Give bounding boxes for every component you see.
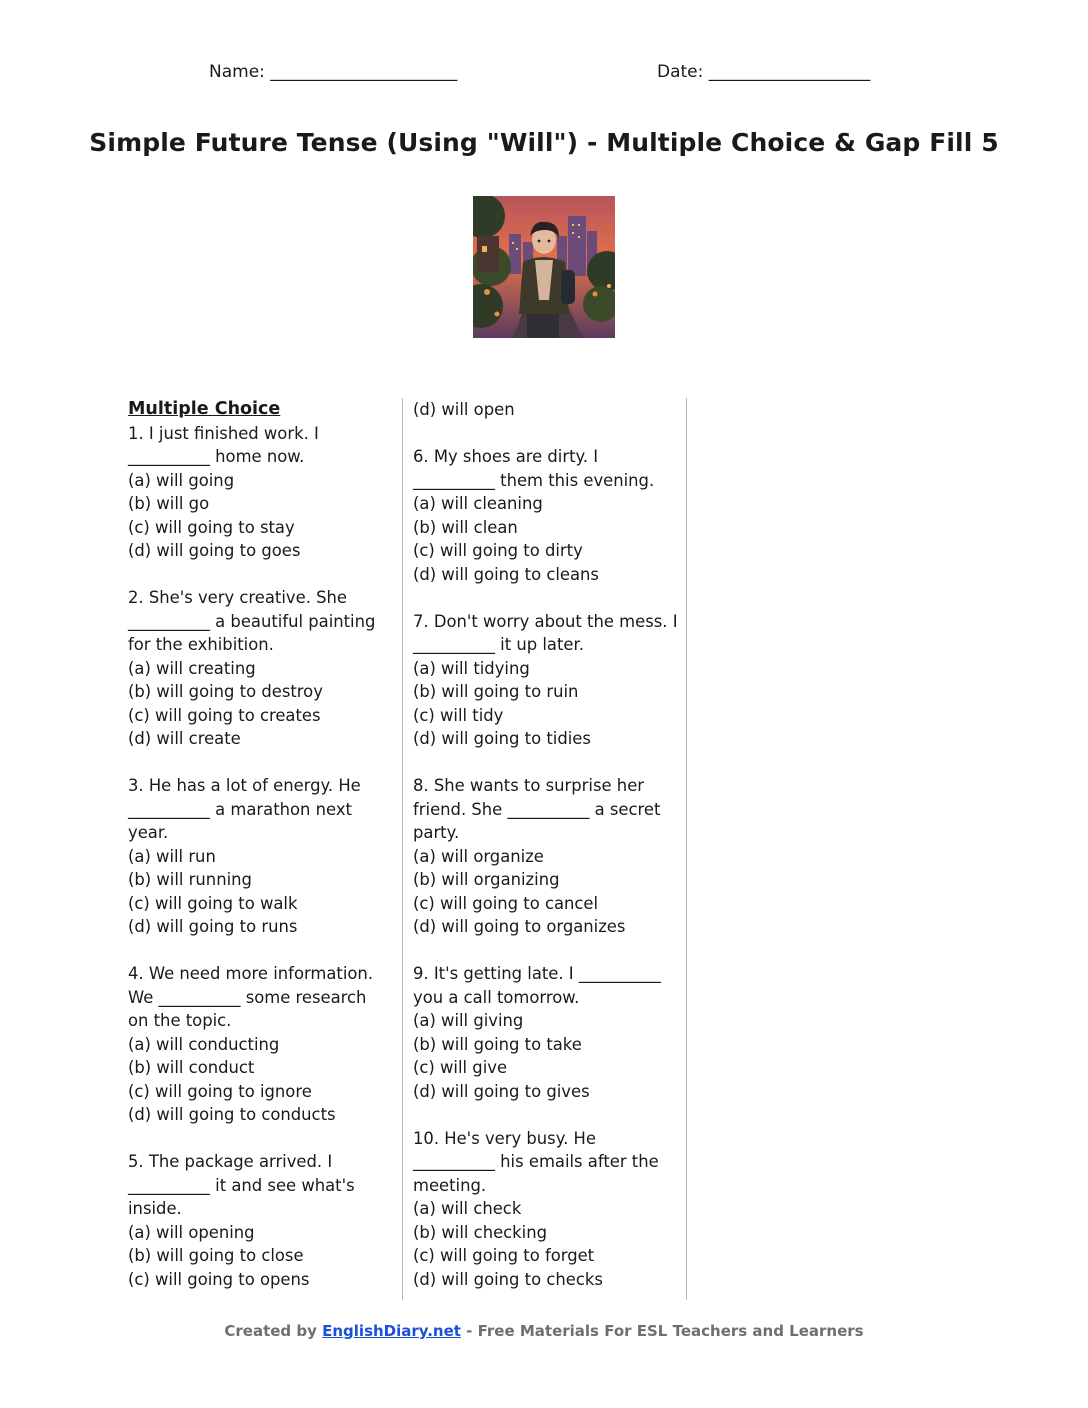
question-block [413,610,678,751]
question-line: (b) will go [128,494,210,513]
question-line: (c) will going to opens [128,1269,310,1289]
date-field-label: Date: ___________________ [657,62,871,82]
question-line: (a) will creating [128,658,256,678]
question-line: inside. [128,1199,182,1218]
question-line: (a) will opening [128,1222,255,1242]
question-block [128,586,390,751]
question-line: you a call tomorrow. [413,987,580,1007]
question-line: (b) will conduct [128,1058,255,1077]
question-line: (d) will going to cleans [413,564,599,584]
section-title: Multiple Choice [128,399,281,419]
question-block [128,962,390,1127]
question-line: (b) will going to take [413,1034,582,1054]
question-line: for the exhibition. [128,635,274,654]
question-line: __________ a beautiful painting [128,611,376,631]
question-line: (b) will going to destroy [128,682,323,701]
question-text: 5. The package arrived. I [128,1152,333,1171]
question-list-middle [413,398,678,1291]
question-line: (d) will going to conducts [128,1105,336,1124]
question-block [413,774,678,939]
question-line: (b) will running [128,870,252,889]
question-line: (a) will run [128,846,216,866]
question-text: 4. We need more information. [128,964,374,983]
question-line: (c) will going to forget [413,1246,595,1265]
question-line: (b) will checking [413,1222,548,1242]
question-text: 3. He has a lot of energy. He [128,776,361,795]
question-line: __________ it up later. [413,635,584,654]
question-text: 9. It's getting late. I __________ [413,964,661,983]
question-line: (a) will cleaning [413,494,543,513]
question-block [128,422,390,563]
column-divider-right [686,398,687,1300]
question-line: (b) will organizing [413,870,560,889]
question-text: (d) will open [413,400,515,419]
question-line: We __________ some research [128,987,367,1007]
question-line: (c) will tidy [413,705,504,725]
question-block [128,1150,390,1291]
question-line: year. [128,823,169,842]
question-line: friend. She __________ a secret [413,799,661,819]
question-line: (a) will conducting [128,1034,280,1054]
question-line: (a) will organize [413,846,544,866]
question-line: (d) will create [128,729,241,748]
question-line: meeting. [413,1175,487,1195]
question-line: (c) will going to walk [128,893,298,913]
question-line: (d) will going to checks [413,1269,603,1289]
middle-column [413,398,678,1315]
question-line: (c) will give [413,1058,508,1077]
question-line: (a) will tidying [413,658,530,678]
question-line: (a) will going [128,470,235,490]
footer-link[interactable]: EnglishDiary.net [322,1322,461,1340]
question-line: (d) will going to organizes [413,917,626,936]
illustration-boy-walking-city-sunset [473,196,615,338]
question-line: on the topic. [128,1011,232,1030]
question-block [413,445,678,586]
question-block [413,962,678,1103]
question-line: (d) will going to runs [128,917,298,936]
footer [0,1322,1088,1340]
question-line: (a) will check [413,1199,522,1218]
question-line: __________ them this evening. [413,470,655,490]
question-line: (d) will going to tidies [413,729,591,748]
question-line: __________ a marathon next [128,799,352,819]
illustration-image [473,196,615,338]
question-list-left [128,422,390,1292]
question-line: (c) will going to stay [128,517,295,537]
question-line: __________ his emails after the [413,1152,659,1171]
question-line: (c) will going to dirty [413,541,583,560]
question-line: __________ home now. [128,447,305,466]
question-text: 10. He's very busy. He [413,1128,596,1148]
question-block [413,1127,678,1292]
question-line: (b) will going to close [128,1246,304,1265]
column-divider-left [402,398,403,1300]
question-line: (c) will going to ignore [128,1081,312,1101]
left-column [128,398,390,1315]
question-line: (c) will going to cancel [413,893,599,913]
worksheet-title: Simple Future Tense (Using "Will") - Multiple Choice & Gap Fill 5 [89,128,999,157]
question-line: (b) will going to ruin [413,682,579,701]
question-text: 6. My shoes are dirty. I [413,447,599,466]
question-line: (b) will clean [413,517,518,537]
question-text: 2. She's very creative. She [128,588,347,607]
question-text: 7. Don't worry about the mess. I [413,611,678,631]
question-line: (c) will going to creates [128,705,321,725]
question-text: 8. She wants to surprise her [413,776,645,795]
question-line: __________ it and see what's [128,1175,355,1195]
question-text: 1. I just finished work. I [128,423,319,443]
question-line: (d) will going to goes [128,541,301,560]
footer-prefix: Created by [224,1322,323,1340]
question-line: party. [413,823,460,842]
question-line: (d) will going to gives [413,1081,590,1101]
question-line: (a) will giving [413,1011,524,1030]
question-block [413,398,678,422]
footer-suffix: - Free Materials For ESL Teachers and Learners [460,1322,864,1340]
question-block [128,774,390,939]
name-field-label: Name: ______________________ [209,62,458,82]
